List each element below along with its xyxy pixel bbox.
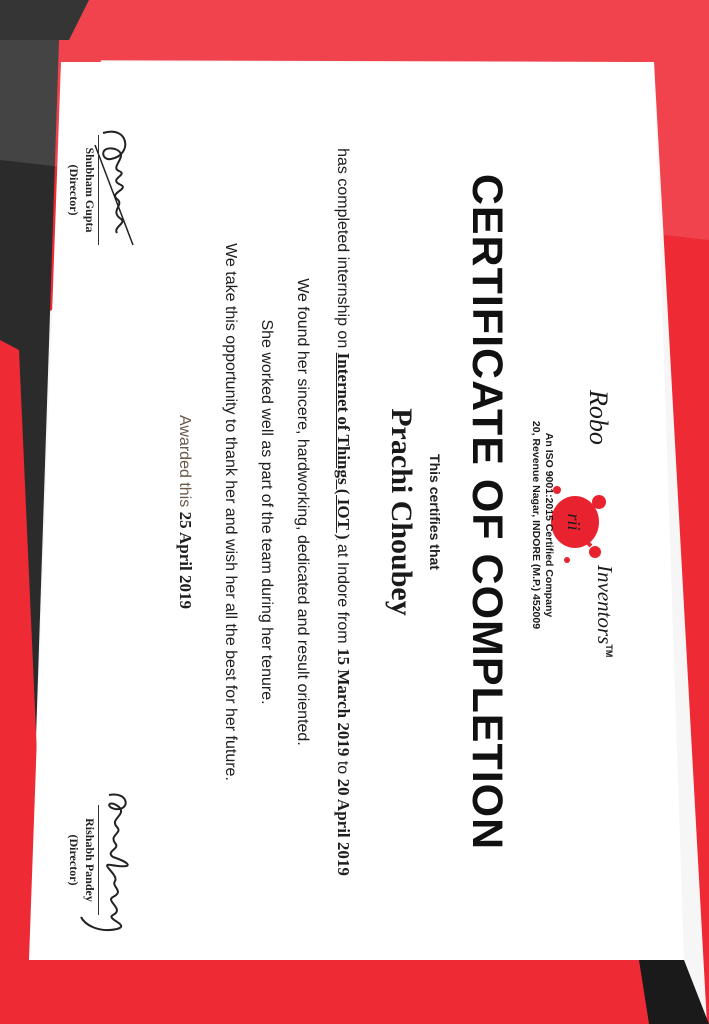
praise-line: We found her sincere, hardworking, dedicated and result oriented. (294, 278, 311, 746)
border-red-right (0, 960, 649, 1024)
signatory-role-right: (Director) (67, 834, 81, 886)
course-name: Internet of Things ( IOT ) (334, 352, 353, 540)
awarded-prefix: Awarded this (176, 415, 193, 508)
teamwork-line: She worked well as part of the team during her tenure. (258, 319, 275, 705)
signatory-name-right: Rishabh Pandey (83, 818, 97, 902)
internship-prefix: has completed internship on (334, 148, 351, 349)
signature-rule-left (98, 135, 99, 245)
awarded-line (175, 60, 195, 964)
logo-inventors-text (592, 565, 617, 657)
iso-certification-line: An ISO 9001:2015 Certified Company (543, 432, 555, 618)
date-separator: to (334, 760, 351, 775)
certifies-text: This certifies that (427, 454, 443, 570)
signatory-name-left: Shubham Gupta (83, 147, 97, 233)
logo-inventors-word: Inventors (593, 565, 617, 645)
signature-rule-right (98, 805, 99, 915)
wishes-line: We take this opportunity to thank her and wish her all the best for her future. (222, 243, 239, 781)
logo-blob-text: rii (564, 513, 584, 531)
logo-iso-block (529, 385, 555, 665)
logo-robo-text: Robo (584, 390, 613, 445)
internship-line (333, 60, 353, 964)
certificate-title: CERTIFICATE OF COMPLETION (463, 173, 511, 851)
signatory-role-left: (Director) (67, 164, 81, 216)
awarded-date: 25 April 2019 (176, 511, 195, 609)
company-address-line: 20, Revenue Nagar, INDORE (M.P.) 452009 (530, 420, 542, 630)
recipient-name: Prachi Choubey (385, 408, 418, 616)
end-date: 20 April 2019 (334, 778, 353, 876)
logo-trademark: TM (604, 644, 614, 658)
start-date: 15 March 2019 (334, 648, 353, 757)
company-logo (509, 380, 619, 670)
internship-location: at Indore from (334, 544, 351, 644)
